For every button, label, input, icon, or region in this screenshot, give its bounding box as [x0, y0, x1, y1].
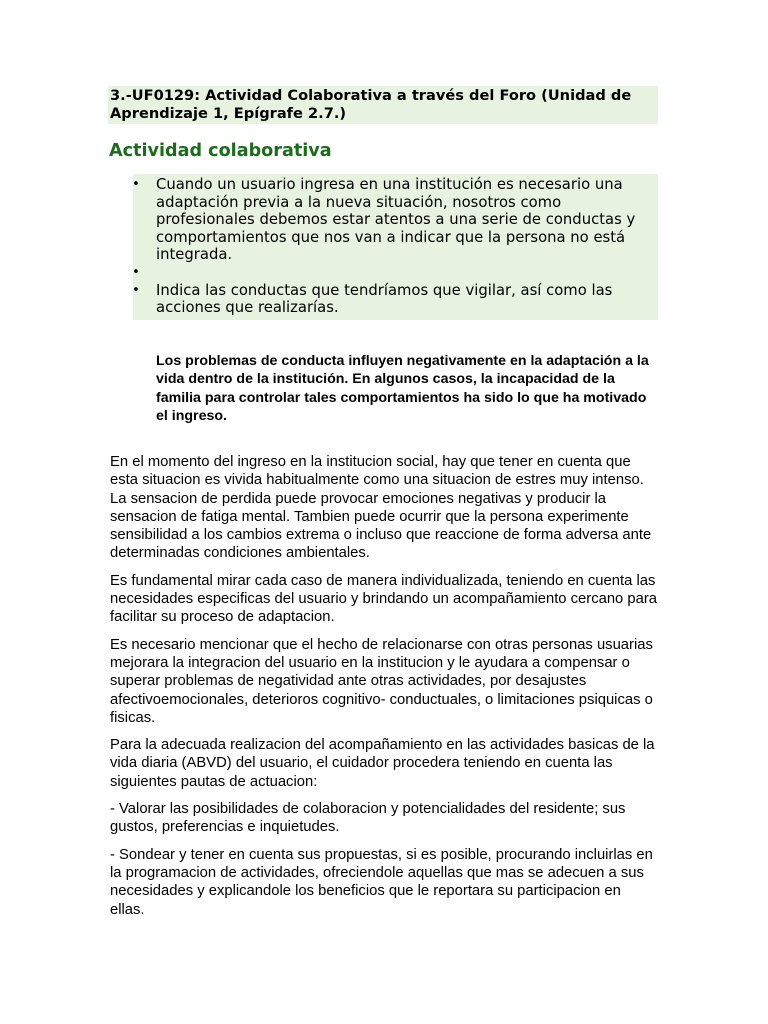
- bullet-icon: •: [132, 264, 140, 280]
- list-item: [133, 264, 655, 282]
- document-title: 3.-UF0129: Actividad Colaborativa a través del Foro (Unidad de Aprendizaje 1, Epígrafe 2.7.): [110, 87, 632, 122]
- list-item-text: Cuando un usuario ingresa en una institución es necesario una adaptación previa a la nueva situación, nosotros como profesionales debemos estar atentos a una serie de conductas y comportamientos que nos van a indicar que la persona no está integrada.: [156, 176, 636, 264]
- paragraph: Es necesario mencionar que el hecho de relacionarse con otras personas usuarias mejorara la integracion del usuario en la institucion y le ayudara a compensar o superar problemas de negatividad ante otras actividades, por desajustes afectivoemocionales, deterioros cognitivo- conductuales, o limitaciones psiquicas o fisicas.: [110, 636, 653, 726]
- highlighted-statement: Los problemas de conducta influyen negativamente en la adaptación a la vida dentro de la institución. En algunos casos, la incapacidad de la familia para controlar tales comportamientos ha sido lo que ha motivado el ingreso.: [156, 353, 649, 424]
- paragraph: - Valorar las posibilidades de colaboracion y potencialidades del residente; sus gustos, preferencias e inquietudes.: [110, 801, 626, 836]
- paragraph: En el momento del ingreso en la institucion social, hay que tener en cuenta que esta situacion es vivida habitualmente como una situacion de estres muy intenso. La sensacion de perdida puede provocar emociones negativas y producir la sensacion de fatiga mental. Tambien puede ocurrir que la persona experimente sensibilidad a los cambios extrema o incluso que reaccione de forma adversa ante determinadas condiciones ambientales.: [110, 454, 652, 562]
- paragraph: Para la adecuada realizacion del acompañamiento en las actividades basicas de la vida diaria (ABVD) del usuario, el cuidador procedera teniendo en cuenta las siguientes pautas de actuacion:: [110, 737, 655, 790]
- list-item: [133, 176, 655, 264]
- paragraph: Es fundamental mirar cada caso de manera individualizada, teniendo en cuenta las necesidades especificas del usuario y brindando un acompañamiento cercano para facilitar su proceso de adaptacion.: [110, 572, 658, 626]
- body-text: [110, 453, 658, 928]
- paragraph: - Sondear y tener en cuenta sus propuestas, si es posible, procurando incluirlas en la programacion de actividades, ofreciendole aquellas que mas se adecuen a sus necesidades y explicandole los beneficios que le reportara su participacion en ellas.: [110, 846, 653, 918]
- section-heading: Actividad colaborativa: [109, 141, 332, 161]
- bullet-icon: •: [132, 282, 140, 298]
- bullet-icon: •: [132, 177, 140, 192]
- activity-list: [133, 176, 655, 317]
- list-item: [133, 282, 655, 317]
- list-item-text: Indica las conductas que tendríamos que vigilar, así como las acciones que realizarías.: [156, 281, 613, 317]
